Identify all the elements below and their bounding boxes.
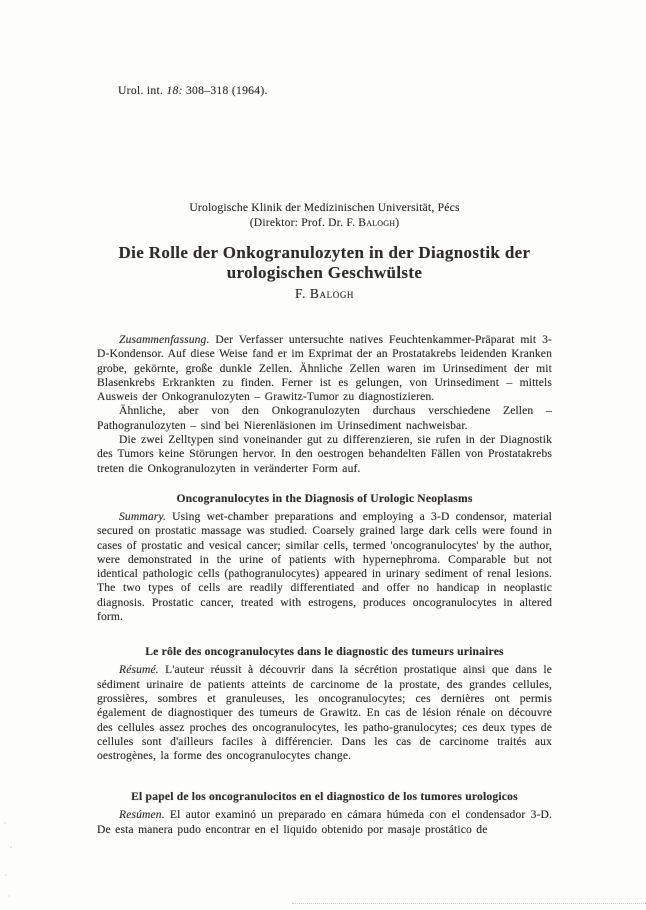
abstract-english-paragraph <box>97 510 552 624</box>
scan-artifact-speck <box>8 895 10 897</box>
abstract-spanish-lead: Resúmen. <box>119 808 165 822</box>
abstract-german-paragraph-3: Die zwei Zelltypen sind voneinander gut zu differenzieren, sie rufen in der Diagnostik des Tumors keine Störungen hervor. In den oestrogen behandelten Fällen von Prostatakrebs treten die Onkogranulozyten in veränderter Form auf. <box>97 433 552 475</box>
citation-pages: 308–318 (1964). <box>185 84 268 97</box>
scan-artifact-speck <box>5 874 7 876</box>
abstract-german-text-1: Der Verfasser untersuchte natives Feuchtenkammer-Präparat mit 3-D-Kondensor. Auf diese Weise fand er im Exprimat der an Prostatakrebs leidenden Kranken grobe, gekörnte, große dunkle Zellen. Ähnliche Zellen waren im Urinsediment der mit Blasenkrebs Erkrankten zu finden. Ferner ist es gelungen, von Urinsediment – mittels Ausweis der Onkogranulozyten – Grawitz-Tumor zu diagnostizieren. <box>97 333 552 404</box>
abstract-english <box>97 510 552 624</box>
section-heading-english: Oncogranulocytes in the Diagnosis of Urologic Neoplasms <box>176 491 473 505</box>
page-content-column <box>97 84 552 837</box>
abstract-spanish-paragraph <box>97 808 552 837</box>
abstract-english-lead: Summary. <box>119 509 167 523</box>
section-heading-spanish: El papel de los oncogranulocitos en el diagnostico de los tumores urologicos <box>131 790 518 804</box>
abstract-french <box>97 663 552 763</box>
abstract-french-lead: Résumé. <box>119 663 159 677</box>
institution-line: Urologische Klinik der Medizinischen Universität, Pécs <box>189 201 460 214</box>
citation-volume: 18: <box>166 84 186 97</box>
director-line <box>97 215 552 230</box>
journal-citation <box>118 84 552 98</box>
director-name: Balogh <box>358 216 396 229</box>
abstract-french-paragraph <box>97 663 552 763</box>
abstract-english-text: Using wet-chamber preparations and employing a 3-D condensor, material secured on prostatic massage was studied. Coarsely grained large dark cells were found in cases of prostatic and vesical cancer; similar cells, termed 'oncogranulocytes' by the author, were demonstrated in the urine of patients with hypernephroma. Comparable but not identical pathologic cells (pathogranulocytes) appeared in urinary sediment of renal lesions. The two types of cells are readily differentiated and offer no handicap in neoplastic diagnosis. Prostatic cancer, treated with estrogens, produces oncogranulocytes in altered form. <box>97 509 552 624</box>
scan-artifact-speck <box>4 822 6 824</box>
abstract-spanish <box>97 808 552 837</box>
paper-title-line1: Die Rolle der Onkogranulozyten in der Diagnostik der <box>118 243 531 262</box>
author-name: F. Balogh <box>294 286 355 301</box>
scan-artifact-dotted-line <box>292 903 646 904</box>
abstract-french-text: L'auteur réussit à découvrir dans la sécrétion prostatique ainsi que dans le sédiment urinaire de patients atteints de carcinome de la prostate, des grandes cellules, grossières, sombres et granuleuses, les oncogranulocytes; ces dernières ont permis également de diagnostiquer des tumeurs de Grawitz. En cas de lésion rénale on découvre des cellules assez proches des oncogranulocytes, les patho-granulocytes; ces deux types de cellules sont d'ailleurs faciles à différencier. Dans les cas de carcinome traités aux oestrogènes, la forme des oncogranulocytes change. <box>97 663 552 763</box>
citation-journal: Urol. int. <box>118 84 167 97</box>
abstract-german-paragraph-2: Ähnliche, aber von den Onkogranulozyten durchaus verschiedene Zellen – Pathogranulozyten – sind bei Nierenläsionen im Urinsediment nachweisbar. <box>97 404 552 432</box>
scan-artifact-speck <box>10 846 12 848</box>
institution-block <box>97 200 552 230</box>
director-suffix: ) <box>395 216 400 229</box>
paper-title-line2: urologischen Geschwülste <box>226 262 423 282</box>
section-heading-french: Le rôle des oncogranulocytes dans le diagnostic des tumeurs urinaires <box>145 645 504 659</box>
abstract-spanish-text: El autor examinó un preparado en cámara húmeda con el condensador 3-D. De esta manera pudo encontrar en el liquido obtenido por masaje prostático de <box>97 808 552 836</box>
director-prefix: (Direktor: Prof. Dr. F. <box>249 216 359 229</box>
abstract-german <box>97 333 552 476</box>
abstract-german-paragraph-1 <box>97 333 552 404</box>
abstract-german-lead: Zusammenfassung. <box>119 333 210 346</box>
paper-title <box>97 243 552 282</box>
